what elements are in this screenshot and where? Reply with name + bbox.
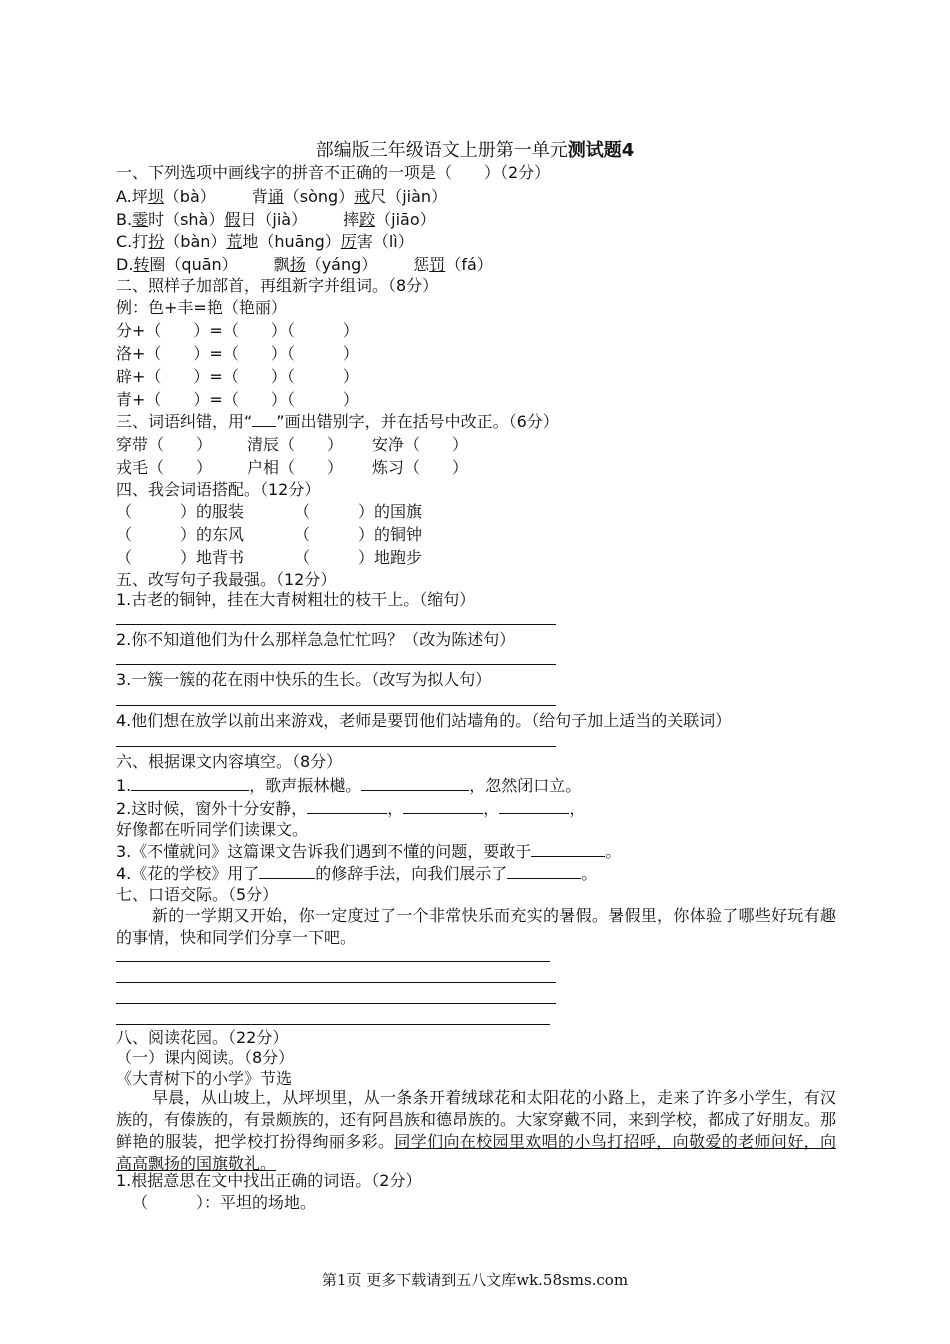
answer-line <box>116 705 556 706</box>
text: 摔 <box>343 210 360 229</box>
q4-item: （ ）的东风 <box>116 525 245 544</box>
text: 的修辞手法，向我们展示了 <box>315 864 508 883</box>
q6-line-2 <box>116 799 585 819</box>
fill-blank[interactable] <box>507 864 581 879</box>
text: 1. <box>116 776 132 795</box>
underlined-char: 厉 <box>340 232 357 251</box>
q4-row <box>116 548 422 568</box>
fill-blank[interactable] <box>259 864 315 879</box>
q3-item: 穿带（ ） <box>116 435 213 454</box>
q2-row: 辟+（ ）=（ ）（ ） <box>116 367 359 386</box>
fill-blank[interactable] <box>403 799 483 814</box>
answer-line <box>116 664 556 665</box>
text: 尺（jiàn） <box>370 187 448 206</box>
q1-option-b <box>116 210 436 230</box>
text: 背 <box>251 187 268 206</box>
text: ，歌声振林樾。 <box>249 776 362 795</box>
q3-row-1 <box>116 435 468 455</box>
text: 时（shà） <box>148 210 225 229</box>
underlined-char: 跤 <box>359 210 376 229</box>
q4-row <box>116 525 422 545</box>
underlined-char: 坝 <box>147 187 164 206</box>
q5-item: 3.一簇一簇的花在雨中快乐的生长。（改写为拟人句） <box>116 670 492 689</box>
text: 。 <box>581 864 598 883</box>
passage-text: 早晨，从山坡上，从坪坝里，从一条条开着绒球花和太阳花的小路上，走来了许多小学生，有汉族的，有傣族的，有景颇族的，还有阿昌族和德昂族的。大家穿戴不同，来到学校，都成了好朋友。那鲜艳的服装，把学校打扮得绚丽多彩。 <box>116 1088 837 1151</box>
text: ，忽然闭口立。 <box>469 776 582 795</box>
q4-item: （ ）地跑步 <box>294 548 423 567</box>
answer-line <box>116 1024 550 1025</box>
q3-item: 安净（ ） <box>372 435 469 454</box>
q4-item: （ ）的国旗 <box>294 502 423 521</box>
q6-line-4 <box>116 864 597 884</box>
text: ”画出错别字，并在括号中改正。（6分） <box>276 412 559 431</box>
q1-option-c <box>116 232 414 252</box>
passage-underlined: 同学们向在校园里欢唱的小鸟打招呼，向敬爱的老师问好，向高高飘扬的国旗敬礼。 <box>116 1132 836 1173</box>
text: 日（jià） <box>240 210 308 229</box>
underlined-char: 转 <box>133 255 150 274</box>
text: 4.《花的学校》用了 <box>116 864 260 883</box>
fill-blank[interactable] <box>361 776 469 791</box>
q5-item: 2.你不知道他们为什么那样急急忙忙吗？（改为陈述句） <box>116 630 516 649</box>
text: A.坪 <box>116 187 148 206</box>
underlined-char: 扮 <box>148 232 165 251</box>
q1-option-d <box>116 255 493 275</box>
q3-heading <box>116 412 559 432</box>
q8-subheading: （一）课内阅读。（8分） <box>116 1048 295 1067</box>
underlined-char: 扬 <box>289 255 306 274</box>
text: 。 <box>605 842 622 861</box>
answer-line <box>116 961 550 962</box>
text: C.打 <box>116 232 149 251</box>
underlined-char: 假 <box>224 210 241 229</box>
answer-line <box>116 624 556 625</box>
text: ， <box>387 799 404 818</box>
text: 惩 <box>413 255 430 274</box>
q4-heading: 四、我会词语搭配。（12分） <box>116 480 321 499</box>
q3-row-2 <box>116 458 468 478</box>
text: 2.这时候，窗外十分安静， <box>116 799 308 818</box>
underlined-char: 罚 <box>429 255 446 274</box>
q3-item: 户相（ ） <box>247 458 344 477</box>
text: （jiāo） <box>375 210 436 229</box>
text: （bà） <box>163 187 216 206</box>
q2-row: 青+（ ）=（ ）（ ） <box>116 390 359 409</box>
text: 圈（quān） <box>149 255 238 274</box>
q5-item: 1.古老的铜钟，挂在大青树粗壮的枝干上。（缩句） <box>116 590 476 609</box>
underline-sample <box>252 412 276 427</box>
underlined-char: 诵 <box>267 187 284 206</box>
fill-blank[interactable] <box>499 799 569 814</box>
fill-blank[interactable] <box>307 799 387 814</box>
text: （yáng） <box>305 255 378 274</box>
answer-line <box>116 982 556 983</box>
q7-heading: 七、口语交际。（5分） <box>116 885 279 904</box>
q6-line-2b: 好像都在听同学们读课文。 <box>116 820 309 839</box>
text: B. <box>116 210 133 229</box>
q6-line-3 <box>116 842 621 862</box>
page-title <box>0 136 950 162</box>
reading-passage <box>116 1087 836 1175</box>
answer-line <box>116 746 556 747</box>
q2-heading: 二、照样子加部首，再组新字并组词。（8分） <box>116 276 439 295</box>
text: 3.《不懂就问》这篇课文告诉我们遇到不懂的问题，要敢于 <box>116 842 532 861</box>
q8-question-1-item: （ ）：平坦的场地。 <box>132 1193 317 1212</box>
fill-blank[interactable] <box>131 776 249 791</box>
q2-row: 分+（ ）=（ ）（ ） <box>116 321 359 340</box>
text: （fá） <box>445 255 493 274</box>
text: （sòng） <box>283 187 355 206</box>
text: 飘 <box>273 255 290 274</box>
q1-option-a <box>116 187 447 207</box>
q8-question-1: 1.根据意思在文中找出正确的词语。（2分） <box>116 1171 422 1190</box>
q6-line-1 <box>116 776 581 796</box>
q2-example: 例：色+丰=艳（艳丽） <box>116 298 287 317</box>
q8-source: 《大青树下的小学》节选 <box>116 1069 293 1088</box>
text: 三、词语纠错，用“ <box>116 412 253 431</box>
q2-row: 洛+（ ）=（ ）（ ） <box>116 344 359 363</box>
text: （bàn） <box>164 232 227 251</box>
title-bold: 测试题4 <box>567 140 635 161</box>
text: ， <box>483 799 500 818</box>
q3-item: 清辰（ ） <box>247 435 344 454</box>
text: D. <box>116 255 134 274</box>
q5-item: 4.他们想在放学以前出来游戏，老师是要罚他们站墙角的。（给句子加上适当的关联词） <box>116 711 732 730</box>
q3-item: 戎毛（ ） <box>116 458 213 477</box>
underlined-char: 荒 <box>226 232 243 251</box>
q6-heading: 六、根据课文内容填空。（8分） <box>116 752 343 771</box>
q3-item: 炼习（ ） <box>372 458 469 477</box>
text: 害（lì） <box>356 232 414 251</box>
q8-heading: 八、阅读花园。（22分） <box>116 1028 289 1047</box>
text: 地（huāng） <box>242 232 341 251</box>
q1-heading: 一、下列选项中画线字的拼音不正确的一项是（ ）（2分） <box>116 163 551 182</box>
q5-heading: 五、改写句子我最强。（12分） <box>116 570 337 589</box>
answer-line <box>116 1003 556 1004</box>
q4-item: （ ）的服装 <box>116 502 245 521</box>
title-text: 部编版三年级语文上册第一单元 <box>315 140 568 161</box>
page-footer: 第1页 更多下载请到五八文库wk.58sms.com <box>321 1271 629 1289</box>
fill-blank[interactable] <box>531 842 605 857</box>
q4-item: （ ）的铜钟 <box>294 525 423 544</box>
underlined-char: 霎 <box>132 210 149 229</box>
q4-item: （ ）地背书 <box>116 548 245 567</box>
q7-prompt: 新的一学期又开始，你一定度过了一个非常快乐而充实的暑假。暑假里，你体验了哪些好玩有趣的事情，快和同学们分享一下吧。 <box>116 906 836 947</box>
q4-row <box>116 502 422 522</box>
text: ， <box>569 799 586 818</box>
underlined-char: 戒 <box>354 187 371 206</box>
